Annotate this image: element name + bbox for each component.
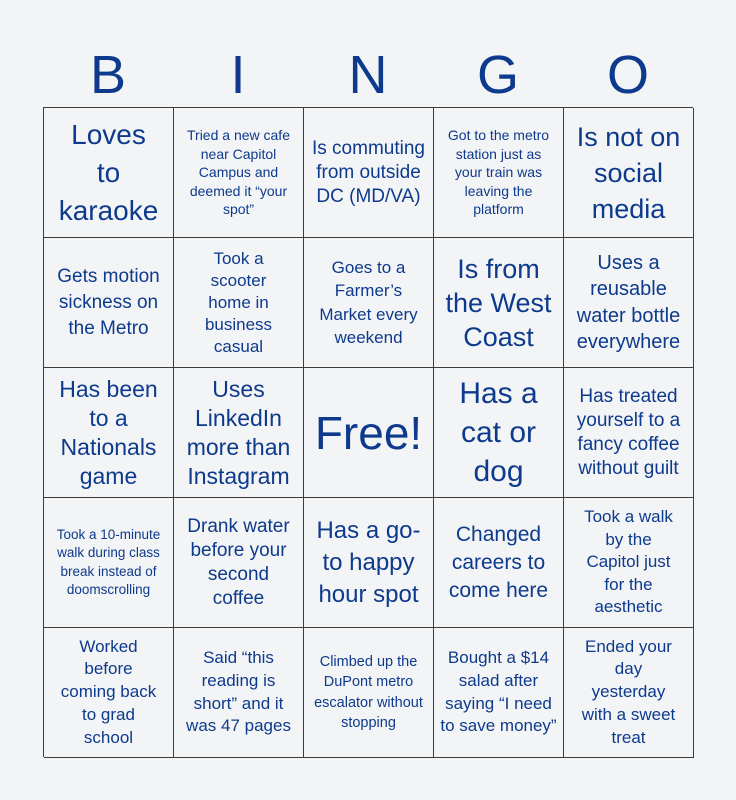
bingo-square-r3c2[interactable] — [174, 368, 304, 498]
square-label: Took a walk by the Capitol just for the aesthetic — [584, 507, 673, 617]
square-label: Got to the metro station just as your train was leaving the platform — [447, 127, 550, 218]
square-label: Is commuting from outside DC (MD/VA) — [312, 137, 425, 207]
bingo-square-r5c3[interactable] — [304, 628, 434, 758]
header-letter-i: I — [230, 45, 246, 105]
square-label: Goes to a Farmer’s Market every weekend — [319, 257, 418, 347]
free-space-label: Free! — [314, 406, 423, 459]
bingo-square-r4c4[interactable] — [434, 498, 564, 628]
square-label: Said “this reading is short” and it was 47 pages — [186, 648, 291, 736]
header-letter-o: O — [606, 45, 649, 105]
square-label: Took a 10-minute walk during class break instead of doomscrolling — [56, 527, 161, 597]
square-label: Uses LinkedIn more than Instagram — [186, 375, 291, 489]
bingo-square-r1c2[interactable] — [174, 108, 304, 238]
square-label: Is not on social media — [576, 121, 681, 224]
bingo-square-r2c5[interactable] — [564, 238, 694, 368]
bingo-square-r2c3[interactable] — [304, 238, 434, 368]
free-square[interactable] — [304, 368, 434, 498]
bingo-square-r5c5[interactable] — [564, 628, 694, 758]
square-label: Ended your day yesterday with a sweet treat — [581, 636, 676, 747]
header-letter-b: B — [89, 45, 127, 105]
bingo-card-grid — [43, 107, 693, 757]
square-label: Tried a new cafe near Capitol Campus and deemed it “your spot” — [187, 127, 290, 218]
square-label: Changed careers to come here — [448, 522, 549, 602]
bingo-square-r5c4[interactable] — [434, 628, 564, 758]
bingo-square-r4c2[interactable] — [174, 498, 304, 628]
bingo-square-r2c2[interactable] — [174, 238, 304, 368]
bingo-square-r1c3[interactable] — [304, 108, 434, 238]
bingo-square-r4c3[interactable] — [304, 498, 434, 628]
bingo-square-r4c5[interactable] — [564, 498, 694, 628]
square-label: Has been to a Nationals game — [59, 375, 158, 489]
square-label: Took a scooter home in business casual — [204, 248, 273, 356]
square-label: Is from the West Coast — [445, 253, 552, 352]
bingo-square-r1c4[interactable] — [434, 108, 564, 238]
square-label: Worked before coming back to grad school — [60, 636, 157, 747]
bingo-square-r1c5[interactable] — [564, 108, 694, 238]
square-label: Has treated yourself to a fancy coffee without guilt — [576, 385, 681, 479]
square-label: Loves to karaoke — [58, 118, 159, 226]
square-label: Uses a reusable water bottle everywhere — [576, 251, 681, 353]
bingo-square-r2c4[interactable] — [434, 238, 564, 368]
square-label: Drank water before your second coffee — [187, 515, 290, 609]
bingo-square-r5c2[interactable] — [174, 628, 304, 758]
square-label: Gets motion sickness on the Metro — [57, 265, 160, 339]
bingo-square-r3c4[interactable] — [434, 368, 564, 498]
square-label: Has a cat or dog — [459, 377, 538, 488]
bingo-square-r3c1[interactable] — [44, 368, 174, 498]
header-letter-n: N — [348, 45, 388, 105]
bingo-square-r1c1[interactable] — [44, 108, 174, 238]
square-label: Bought a $14 salad after saying “I need to save money” — [440, 648, 557, 736]
bingo-square-r5c1[interactable] — [44, 628, 174, 758]
bingo-header — [43, 42, 693, 108]
square-label: Has a go-to happy hour spot — [316, 516, 421, 608]
bingo-square-r2c1[interactable] — [44, 238, 174, 368]
square-label: Climbed up the DuPont metro escalator without stopping — [314, 653, 423, 731]
bingo-square-r3c5[interactable] — [564, 368, 694, 498]
header-letter-g: G — [476, 45, 519, 105]
bingo-square-r4c1[interactable] — [44, 498, 174, 628]
